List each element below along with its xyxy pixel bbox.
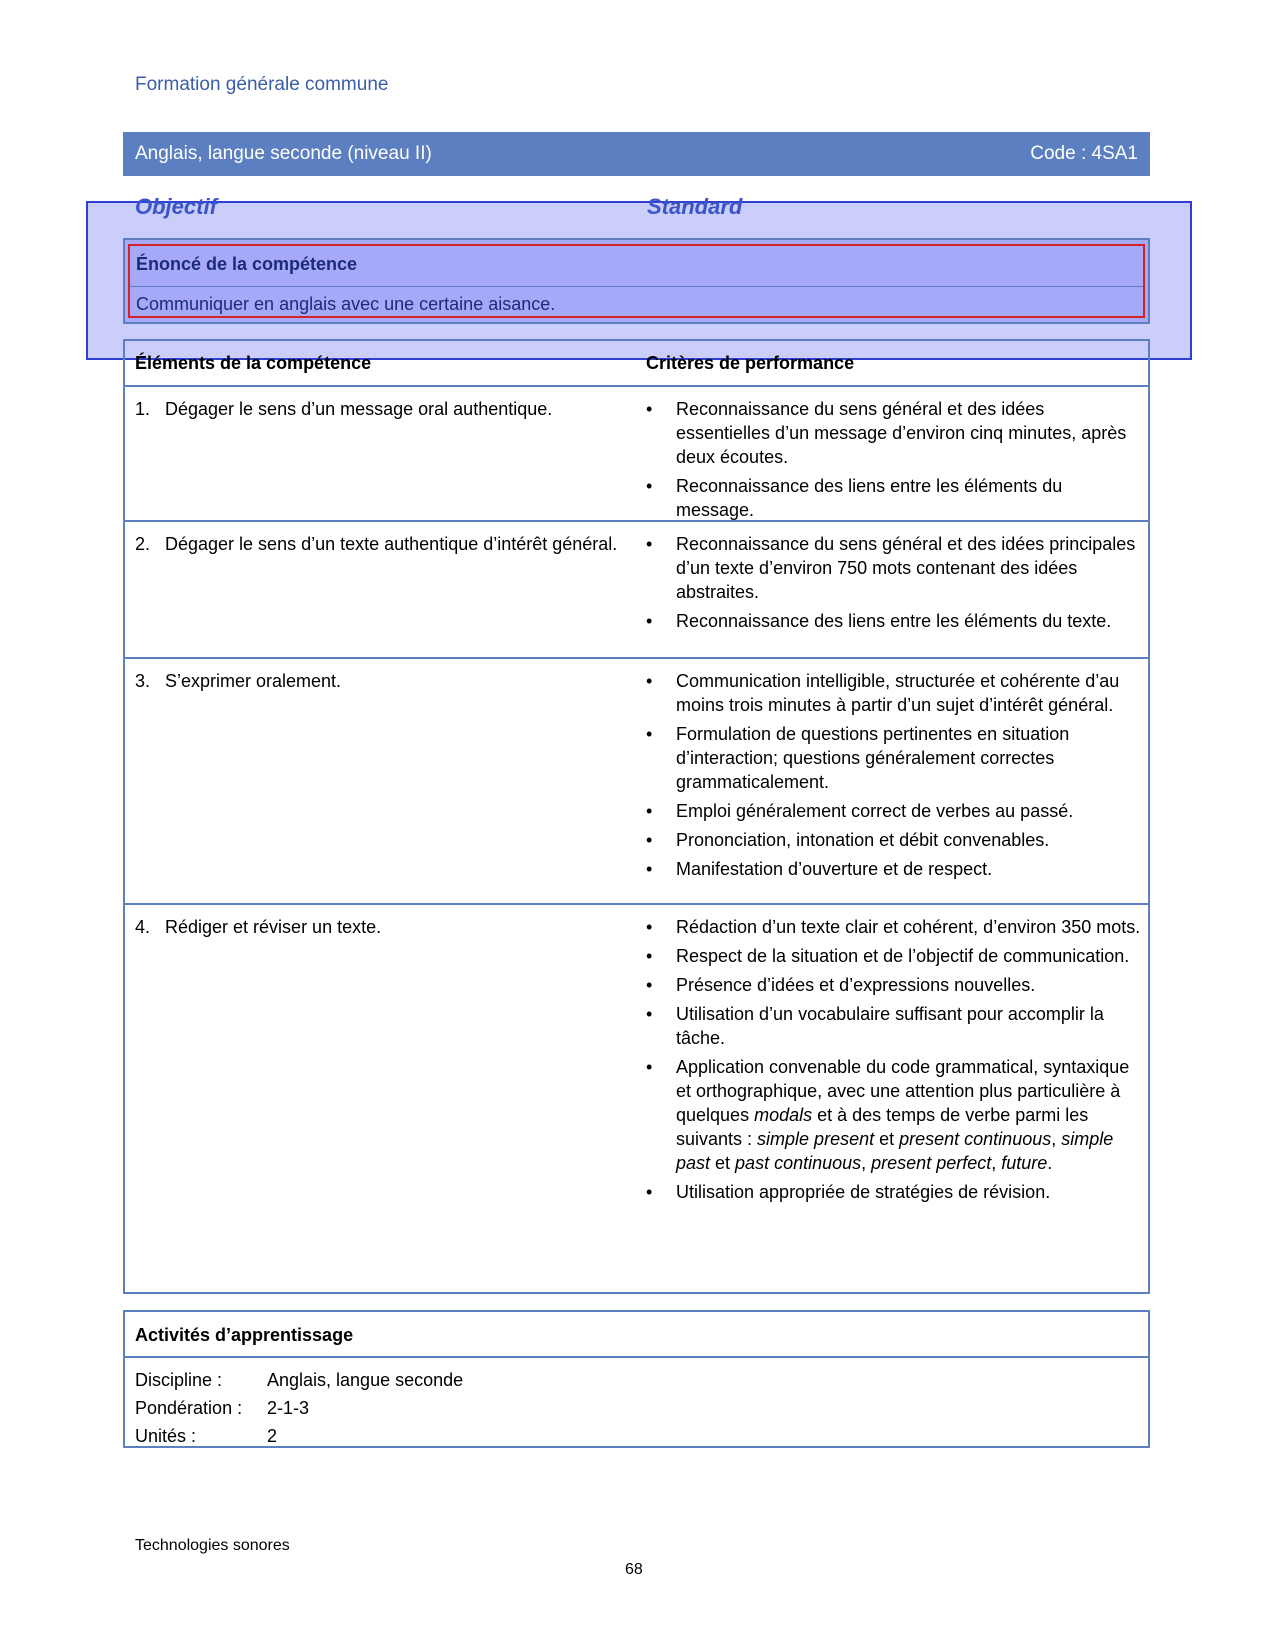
criteria-list: [646, 397, 1141, 527]
competence-table: [123, 339, 1150, 1294]
criteria-list: [646, 669, 1141, 886]
criteria-list: [646, 915, 1141, 1209]
ponderation-value: 2-1-3: [267, 1398, 310, 1418]
running-head: Formation générale commune: [135, 74, 389, 95]
list-item: • Respect de la situation et de l’objectif de communication.: [646, 946, 1130, 966]
enonce-title: Énoncé de la compétence: [136, 254, 358, 274]
unites-label: Unités :: [135, 1426, 197, 1446]
list-item: • Présence d’idées et d’expressions nouvelles.: [646, 975, 1036, 995]
discipline-label: Discipline :: [135, 1370, 223, 1390]
element-text: Dégager le sens d’un message oral authentique.: [165, 399, 553, 419]
element-number: 3.: [135, 671, 151, 691]
page-number: 68: [625, 1561, 643, 1578]
table-row: [125, 903, 1148, 1292]
header-elements: Éléments de la compétence: [135, 353, 372, 373]
list-item: • Reconnaissance des liens entre les éléments du message.: [646, 476, 1063, 520]
list-item: • Prononciation, intonation et débit convenables.: [646, 830, 1050, 850]
element-cell: [135, 669, 625, 693]
table-header: [125, 341, 1148, 387]
course-title: Anglais, langue seconde (niveau II): [135, 143, 432, 164]
list-item: • Utilisation d’un vocabulaire suffisant pour accomplir la tâche.: [646, 1004, 1104, 1048]
activites-box: [123, 1310, 1150, 1448]
divider: [125, 1356, 1148, 1358]
table-row: [125, 520, 1148, 657]
enonce-box: [123, 238, 1150, 324]
element-cell: [135, 532, 625, 556]
element-text: S’exprimer oralement.: [165, 671, 342, 691]
table-row: [125, 387, 1148, 520]
enonce-highlight: [128, 244, 1145, 318]
header-criteria: Critères de performance: [646, 353, 855, 373]
element-number: 2.: [135, 534, 151, 554]
footer-program: Technologies sonores: [135, 1537, 290, 1554]
list-item: • Emploi généralement correct de verbes au passé.: [646, 801, 1074, 821]
enonce-text: Communiquer en anglais avec une certaine aisance.: [136, 294, 556, 314]
table-row: [125, 657, 1148, 903]
course-title-bar: [123, 132, 1150, 176]
unites-value: 2: [267, 1426, 278, 1446]
element-text: Rédiger et réviser un texte.: [165, 917, 382, 937]
element-text: Dégager le sens d’un texte authentique d’intérêt général.: [165, 534, 618, 554]
activites-title: Activités d’apprentissage: [135, 1325, 354, 1345]
element-cell: [135, 915, 625, 939]
list-item: • Manifestation d’ouverture et de respect.: [646, 859, 993, 879]
list-item: • Reconnaissance des liens entre les éléments du texte.: [646, 611, 1112, 631]
list-item: • Reconnaissance du sens général et des idées essentielles d’un message d’environ cinq minutes, après deux écoutes.: [646, 399, 1127, 467]
unites-line: [135, 1426, 277, 1447]
criteria-list: [646, 532, 1141, 638]
list-item: • Communication intelligible, structurée et cohérente d’au moins trois minutes à partir d’un sujet d’intérêt général.: [646, 671, 1120, 715]
divider: [130, 286, 1143, 287]
list-item: • Rédaction d’un texte clair et cohérent, d’environ 350 mots.: [646, 917, 1141, 937]
list-item: • Application convenable du code grammatical, syntaxique et orthographique, avec une attention plus particulière à quelques modals et à des temps de verbe parmi les suivants : simple present et present continuous, simple past et past continuous, present perfect, future.: [646, 1057, 1130, 1173]
element-number: 1.: [135, 399, 151, 419]
course-code: Code : 4SA1: [1030, 143, 1138, 164]
ponderation-line: [135, 1398, 309, 1419]
list-item: • Reconnaissance du sens général et des idées principales d’un texte d’environ 750 mots contenant des idées abstraites.: [646, 534, 1136, 602]
list-item: • Utilisation appropriée de stratégies de révision.: [646, 1182, 1051, 1202]
list-item: • Formulation de questions pertinentes en situation d’interaction; questions généralement correctes grammaticalement.: [646, 724, 1070, 792]
standard-heading: Standard: [647, 194, 743, 219]
objectif-heading: Objectif: [135, 194, 217, 219]
discipline-line: [135, 1370, 463, 1391]
ponderation-label: Pondération :: [135, 1398, 243, 1418]
discipline-value: Anglais, langue seconde: [267, 1370, 464, 1390]
element-cell: [135, 397, 625, 421]
element-number: 4.: [135, 917, 151, 937]
